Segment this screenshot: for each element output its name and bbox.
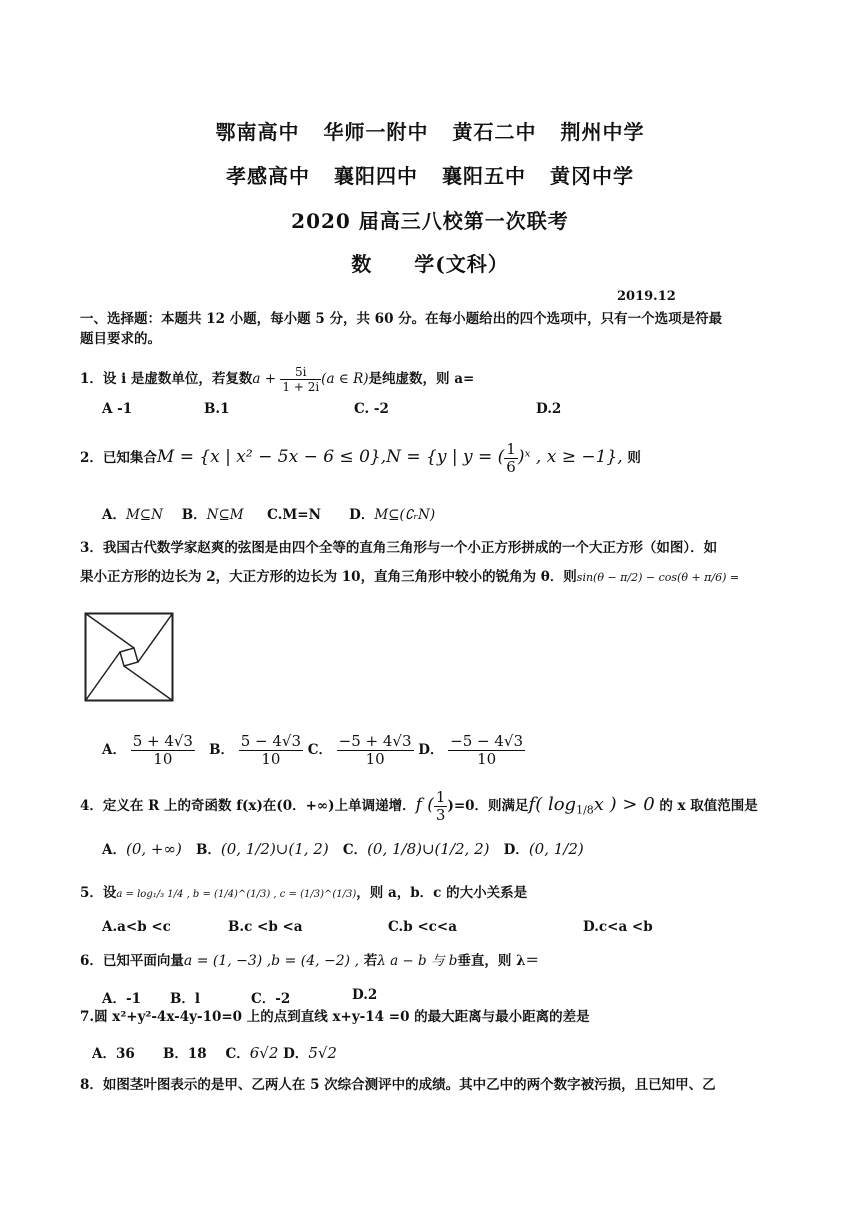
option-c: C. -2 — [354, 401, 389, 417]
vector-a: a = (1, −3) , — [183, 953, 272, 969]
vector-b: b = (4, −2) , — [271, 953, 360, 969]
question-text: 6．已知平面向量 — [80, 953, 184, 969]
question-text: 若 — [363, 953, 378, 969]
fraction: $\frac{1}{6}$ — [506, 440, 516, 476]
option-b: B.1 — [204, 401, 230, 417]
question-5 — [80, 883, 527, 905]
option-b: B．18 — [162, 1046, 207, 1062]
question-7: 7.圆 x²+y²-4x-4y-10=0 上的点到直线 x+y-14 =0 的最大距离与最小距离的差是 — [80, 1009, 590, 1025]
option-c-expr: (0, 1/8)∪(1/2, 2) — [367, 840, 490, 858]
option-d-expr: (0, 1/2) — [528, 840, 584, 858]
q7-options — [92, 1042, 337, 1062]
option-d: D． — [349, 507, 375, 523]
option-b: B． — [195, 842, 221, 858]
option-a: A． — [102, 742, 126, 758]
question-2 — [80, 441, 641, 476]
school-name: 黄冈中学 — [549, 164, 634, 188]
option-a: A．-1 — [102, 991, 141, 1007]
math-expr: λ a − b 与 b — [377, 953, 458, 969]
q4-options — [102, 838, 584, 858]
option-b: B．l — [170, 991, 201, 1007]
option-a: A -1 — [102, 401, 133, 417]
fraction: $\frac{5i}{1 + 2i}$ — [282, 365, 320, 394]
option-b: B.c <b <a — [228, 919, 303, 935]
math-expr: a = log₁/₃ 1/4 , b = (1/4)^(1/3) , c = (1/3)^(1/3) — [116, 889, 357, 900]
option-d: D． — [503, 842, 529, 858]
option-d: D.2 — [536, 401, 562, 417]
option-a-expr: M⊆N — [125, 507, 163, 523]
question-1 — [80, 365, 474, 394]
math-expr: sin(θ − π/2) − cos(θ + π/6) = — [576, 571, 740, 584]
option-d-expr: M⊆(∁ᵣN) — [374, 507, 436, 523]
set-m: M = {x | x² − 5x − 6 ≤ 0}, — [156, 447, 387, 467]
math-expr: f ( — [415, 795, 434, 815]
option-c: C． — [342, 842, 368, 858]
option-c-expr: 6√2 — [249, 1044, 279, 1062]
question-text: 垂直，则 λ＝ — [457, 953, 540, 969]
school-list-row1 — [0, 116, 860, 145]
option-b-expr: (0, 1/2)∪(1, 2) — [220, 840, 329, 858]
section-intro-line: 一、选择题：本题共 12 小题，每小题 5 分，共 60 分。在每小题给出的四个选项中，只有一个选项是符最 — [80, 311, 723, 327]
question-4 — [80, 789, 758, 824]
question-text: 4．定义在 R 上的奇函数 f(x)在(0．+∞)上单调递增． — [80, 798, 416, 814]
set-n: N = {y | y = ( — [386, 447, 505, 467]
question-text: 果小正方形的边长为 2，大正方形的边长为 10，直角三角形中较小的锐角为 θ．则 — [80, 569, 577, 585]
option-d: D.2 — [352, 987, 378, 1003]
option-d: D.c<a <b — [583, 919, 653, 935]
option-b: B． — [181, 507, 207, 523]
option-c: C． — [307, 742, 332, 758]
question-text: 则 — [627, 450, 641, 466]
fraction: $\frac{5 - 4√3}{10}$ — [240, 732, 302, 768]
question-6 — [80, 951, 539, 971]
fraction: $\frac{-5 - 4√3}{10}$ — [450, 732, 524, 768]
option-a: A．36 — [92, 1046, 135, 1062]
q3-options — [102, 733, 525, 768]
question-text: ，则 a，b．c 的大小关系是 — [356, 885, 528, 901]
question-3 — [80, 538, 790, 588]
exam-title: 2020 届高三八校第一次联考 — [291, 209, 569, 233]
string-figure-diagram — [84, 612, 174, 702]
school-name: 黄石二中 — [452, 120, 537, 144]
question-text: 是纯虚数，则 a= — [368, 371, 475, 387]
option-c: C.M=N — [267, 507, 321, 523]
school-name: 襄阳五中 — [441, 164, 526, 188]
question-text: 1．设 i 是虚数单位，若复数 — [80, 371, 253, 387]
section-intro — [80, 309, 785, 349]
school-name: 荆州中学 — [560, 120, 645, 144]
school-name: 华师一附中 — [323, 120, 429, 144]
option-d-expr: 5√2 — [308, 1044, 337, 1062]
question-text: 3．我国古代数学家赵爽的弦图是由四个全等的直角三角形与一个小正方形拼成的一个大正方形（如图）．如 — [80, 540, 718, 556]
option-c: C.b <c<a — [388, 919, 457, 935]
school-name: 襄阳四中 — [334, 164, 419, 188]
option-d: D． — [418, 742, 444, 758]
option-a-expr: (0, +∞) — [125, 840, 182, 858]
question-text: 的 x 取值范围是 — [659, 798, 758, 814]
option-d: D． — [283, 1046, 309, 1062]
fraction: $\frac{1}{3}$ — [435, 788, 446, 824]
q2-options — [102, 503, 435, 523]
school-name: 孝感高中 — [226, 164, 311, 188]
set-n: )ˣ , x ≥ −1}, — [517, 447, 623, 467]
option-a: A． — [102, 507, 126, 523]
math-expr: x ) > 0 — [593, 794, 655, 815]
section-intro-line: 题目要求的。 — [80, 331, 161, 347]
question-text: 2．已知集合 — [80, 450, 157, 466]
school-list-row2 — [0, 160, 860, 189]
fraction: $\frac{5 + 4√3}{10}$ — [132, 732, 193, 768]
math-expr: (a ∈ R) — [321, 371, 369, 387]
fraction: $\frac{-5 + 4√3}{10}$ — [338, 732, 412, 768]
option-c: C．-2 — [251, 991, 291, 1007]
subject-title: 数 学(文科） — [351, 252, 509, 276]
option-c: C． — [225, 1046, 250, 1062]
math-expr: f( log — [528, 794, 577, 815]
option-b: B． — [209, 742, 235, 758]
option-a: A． — [102, 842, 126, 858]
option-b-expr: N⊆M — [206, 507, 244, 523]
log-base: 1/8 — [576, 803, 594, 817]
option-a: A.a<b <c — [102, 919, 171, 935]
question-8: 8．如图茎叶图表示的是甲、乙两人在 5 次综合测评中的成绩。其中乙中的两个数字被污损，且已知甲、乙 — [80, 1077, 716, 1093]
exam-date: 2019.12 — [617, 289, 676, 304]
math-expr: a + — [252, 371, 281, 387]
question-text: )=0．则满足 — [447, 798, 529, 814]
question-text: 5．设 — [80, 885, 117, 901]
school-name: 鄂南高中 — [215, 120, 300, 144]
